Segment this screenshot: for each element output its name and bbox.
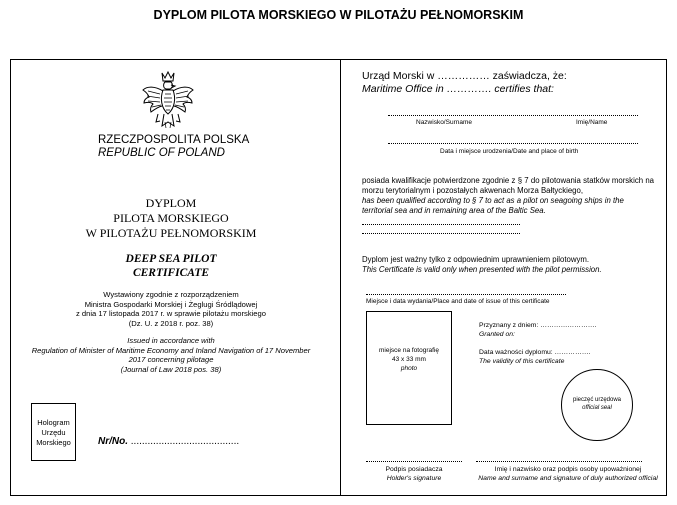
office-statement-pl: Urząd Morski w …………… zaświadcza, że:: [362, 70, 567, 82]
seal-line: pieczęć urzędowa: [572, 397, 622, 403]
official-signature-label: [470, 466, 666, 483]
surname-line: [388, 115, 638, 116]
issued-text-pl: [20, 290, 322, 328]
validity-note-pl: Dyplom jest ważny tylko z odpowiednim uprawnieniem pilotowym.: [362, 255, 590, 264]
page-divider: [340, 59, 341, 496]
issued-line: 2017 concerning pilotage: [128, 355, 214, 364]
qualification-text-pl: posiada kwalifikacje potwierdzone zgodnie z § 7 do pilotowania statków morskich na morzu terytorialnym i pozostałych akwenach Morza Bałtyckiego,: [362, 176, 654, 195]
issued-line: z dnia 17 listopada 2017 r. w sprawie pilotażu morskiego: [76, 309, 266, 318]
office-statement-en: Maritime Office in …………. certifies that:: [362, 83, 554, 95]
issued-line: Issued in accordance with: [127, 336, 215, 345]
photo-line: 43 x 33 mm: [392, 356, 426, 363]
issued-text-en: [14, 336, 328, 374]
country-name-pl: RZECZPOSPOLITA POLSKA: [98, 134, 250, 146]
page-title: DYPLOM PILOTA MORSKIEGO W PILOTAŻU PEŁNOMORSKIM: [153, 8, 524, 22]
photo-line: photo: [400, 365, 418, 372]
holder-signature-label: [356, 466, 472, 483]
place-date-label: Miejsce i data wydania/Place and date of issue of this certificate: [366, 298, 550, 305]
holder-signature-pl: Podpis posiadacza: [385, 466, 443, 473]
hologram-line: Hologram: [37, 418, 70, 427]
certificate-number: [98, 436, 239, 447]
qualification-extra-line: [362, 233, 520, 234]
granted-date-pl: Przyznany z dniem: …………………….: [479, 322, 597, 329]
granted-date-en: Granted on:: [479, 331, 515, 338]
diploma-title-line: DYPLOM: [145, 196, 197, 210]
expiry-date-pl: Data ważności dyplomu: …………….: [479, 349, 591, 356]
hologram-line: Urzędu: [41, 428, 66, 437]
issued-line: Regulation of Minister of Maritime Economy and Inland Navigation of 17 November: [31, 345, 311, 355]
number-label: Nr/No.: [98, 436, 128, 447]
qualification-extra-line: [362, 224, 520, 225]
certificate-title-line: DEEP SEA PILOT: [125, 253, 217, 265]
name-label: Imię/Name: [576, 119, 608, 126]
diploma-title-pl: [30, 196, 312, 241]
official-signature-en: Name and surname and signature of duly authorized official: [478, 474, 658, 482]
issued-line: Wystawiony zgodnie z rozporządzeniem: [103, 290, 239, 299]
seal-line: official seal: [582, 405, 612, 411]
holder-signature-en: Holder's signature: [386, 474, 442, 482]
qualification-text-en: has been qualified according to § 7 to act as a pilot on seagoing ships in the territorial sea and in remaining area of the Baltic Sea.: [362, 196, 624, 215]
hologram-box: [31, 403, 76, 461]
hologram-line: Morskiego: [36, 438, 71, 447]
photo-box: [366, 311, 452, 425]
country-name-en: REPUBLIC OF POLAND: [98, 147, 225, 159]
number-dots: .......................................: [130, 436, 240, 447]
issued-line: (Dz. U. z 2018 r. poz. 38): [128, 318, 214, 328]
validity-note-en: This Certificate is valid only when presented with the pilot permission.: [362, 265, 602, 274]
birth-line: [388, 143, 638, 144]
diploma-title-line: W PILOTAŻU PEŁNOMORSKIM: [85, 226, 257, 240]
expiry-date-en: The validity of this certificate: [479, 358, 565, 365]
photo-line: miejsce na fotografię: [379, 347, 439, 354]
diploma-title-line: PILOTA MORSKIEGO: [113, 211, 229, 225]
holder-signature-line: [366, 461, 462, 462]
certificate-title-en: [30, 252, 312, 280]
official-signature-line: [476, 461, 642, 462]
place-date-line: [366, 294, 566, 295]
official-signature-pl: Imię i nazwisko oraz podpis osoby upoważnionej: [494, 466, 642, 473]
polish-eagle-emblem-icon: [140, 70, 196, 136]
certificate-title-line: CERTIFICATE: [132, 267, 210, 279]
issued-line: Ministra Gospodarki Morskiej i Żeglugi Śródlądowej: [84, 299, 258, 309]
surname-label: Nazwisko/Surname: [416, 119, 472, 126]
birth-label: Data i miejsce urodzenia/Date and place of birth: [440, 148, 579, 155]
official-seal-circle: [561, 369, 633, 441]
issued-line: (Journal of Law 2018 pos. 38): [120, 364, 222, 374]
